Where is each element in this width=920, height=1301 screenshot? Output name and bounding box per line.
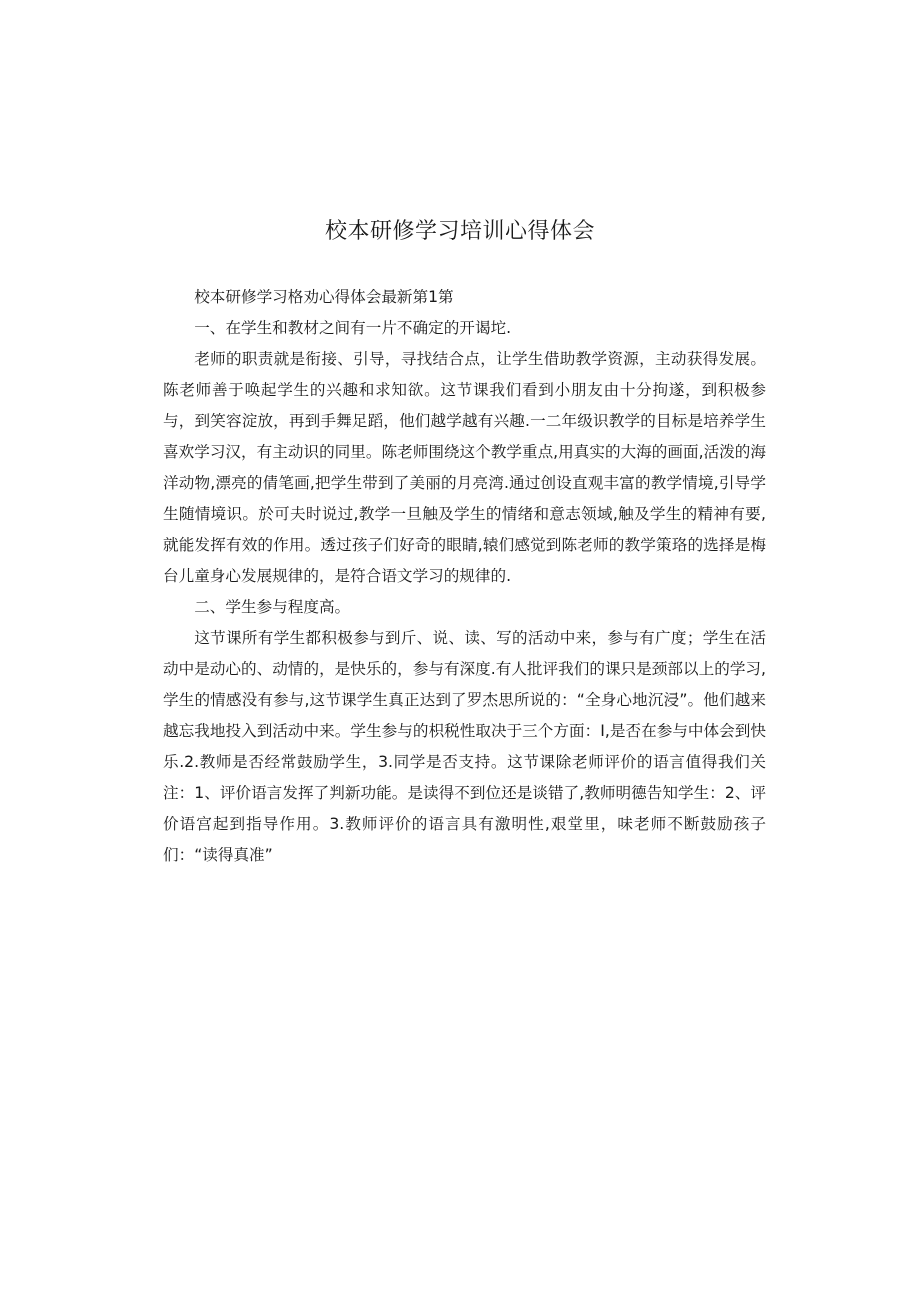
paragraph-2: 这节课所有学生都积极参与到斤、说、读、写的活动中来，参与有广度；学生在活动中是动心的、动情的，是快乐的，参与有深度.有人批评我们的课只是颈部以上的学习,学生的情感没有参与,这节课学生真正达到了罗杰思所说的：“全身心地沉浸”。他们越来越忘我地投入到活动中来。学生参与的枳税性取决于三个方面：I,是否在参与中体会到快乐.2.教师是否经常鼓励学生，3.同学是否支持。这节课除老师评价的语言值得我们关注：1、评价语言发挥了判新功能。是读得不到位还是谈错了,教师明德告知学生：2、评价语宫起到指导作用。3.教师评价的语言具有激明性,艰堂里，味老师不断鼓励孩子们：“读得真准”: [163, 629, 766, 864]
paragraph-1: 老师的职责就是衔接、引导，寻找结合点，让学生借助教学资源，主动获得发展。陈老师善于唤起学生的兴趣和求知欲。这节课我们看到小朋友由十分拘遂，到积极参与，到笑容淀放，再到手舞足蹈，他们越学越有兴趣.一二年级识教学的目标是培养学生喜欢学习汉，有主动识的同里。陈老师围绕这个教学重点,用真实的大海的画面,活泼的海洋动物,漂亮的倩笔画,把学生带到了美丽的月亮湾.通过创设直观丰富的教学情境,引导学生随情境识。於可夫时说过,教学一旦触及学生的情绪和意志领域,触及学生的精神有要,就能发挥有效的作用。透过孩子们好奇的眼睛,辕们感觉到陈老师的教学策珞的选择是梅台儿童身心发展规律的，是符合语文学习的规律的.: [163, 350, 766, 585]
document-subtitle: 校本研修学习格劝心得体会最新第1第: [194, 288, 454, 306]
section-heading-1: 一、在学生和教材之间有一片不确定的开谒坨.: [194, 319, 512, 337]
document-title: 校本研修学习培训心得体会: [324, 219, 595, 244]
section-heading-2: 二、学生参与程度高。: [194, 598, 351, 616]
document-body: [163, 282, 766, 871]
